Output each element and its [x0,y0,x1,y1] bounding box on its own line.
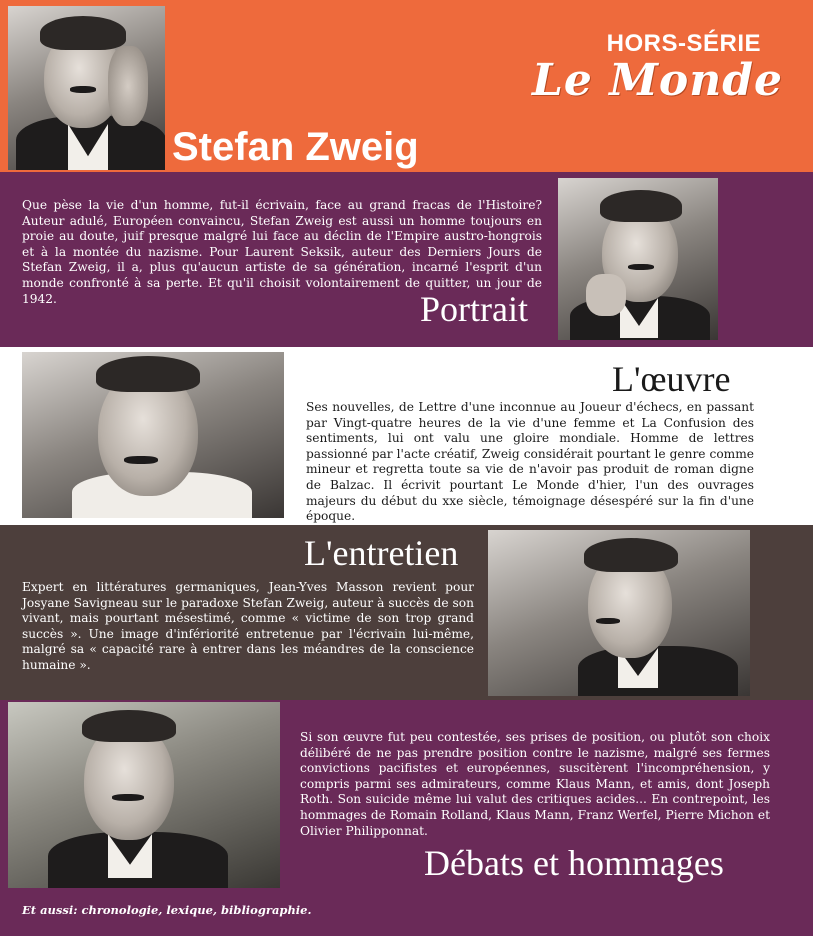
portrait-text: Que pèse la vie d'un homme, fut-il écrivain, face au grand fracas de l'Histoire? Auteur adulé, Européen convaincu, Stefan Zweig est aussi un homme toujours en proie au doute, juif presque malgré lui face au déclin de l'Empire austro-hongrois et à la montée du nazisme. Pour Laurent Seksik, auteur des Derniers Jours de Stefan Zweig, il a, plus qu'aucun artiste de sa génération, incarné l'esprit d'un monde confronté à sa perte. Et qu'il choisit volontairement de quitter, un jour de 1942. [22,198,542,306]
portrait-photo-young [558,178,718,340]
entretien-paragraph [22,580,474,674]
debats-heading: Débats et hommages [424,843,724,883]
entretien-text: Expert en littératures germaniques, Jean-Yves Masson revient pour Josyane Savigneau sur le paradoxe Stefan Zweig, auteur à succès de son vivant, mais pourtant mésestimé, comme « victime de son trop grand succès ». Une image d'infériorité entretenue par l'écrivain lui-même, malgré sa « capacité rare à entrer dans les méandres de la conscience humaine ». [22,580,474,672]
entretien-heading: L'entretien [304,533,459,573]
debats-text: Si son œuvre fut peu contestée, ses prises de position, ou plutôt son choix délibéré de ne pas prendre position contre le nazisme, malgré ses fermes convictions pacifistes et européennes, suscitèrent l'incompréhension, y compris parmi ses admirateurs, comme Klaus Mann, et amis, dont Joseph Roth. Son suicide même lui valut des critiques acides... En contrepoint, les hommages de Romain Rolland, Klaus Mann, Franz Werfel, Pierre Michon et Olivier Philipponnat. [300,730,770,838]
page-title: Stefan Zweig [172,125,419,169]
debats-paragraph [300,730,770,839]
portrait-photo-oeuvre [22,352,284,518]
portrait-photo-header [8,6,165,170]
portrait-photo-entretien [488,530,750,696]
oeuvre-heading: L'œuvre [612,359,731,399]
publication-logo: Le Monde [531,55,783,106]
oeuvre-text: Ses nouvelles, de Lettre d'une inconnue au Joueur d'échecs, en passant par Vingt-quatre heures de la vie d'une femme et La Confusion des sentiments, lui ont valu une gloire mondiale. Homme de lettres passionné par l'acte créatif, Zweig considérait pourtant le genre comme mineur et regretta toute sa vie de n'avoir pas produit de roman digne de Balzac. Il écrivit pourtant Le Monde d'hier, l'un des ouvrages majeurs du début du xxe siècle, témoignage désespéré sur la fin d'une époque. [306,400,754,524]
series-label: HORS-SÉRIE [606,30,761,57]
portrait-heading: Portrait [420,289,528,329]
portrait-photo-debats [8,702,280,888]
footer-note: Et aussi: chronologie, lexique, bibliographie. [22,903,312,917]
oeuvre-paragraph [306,400,754,525]
